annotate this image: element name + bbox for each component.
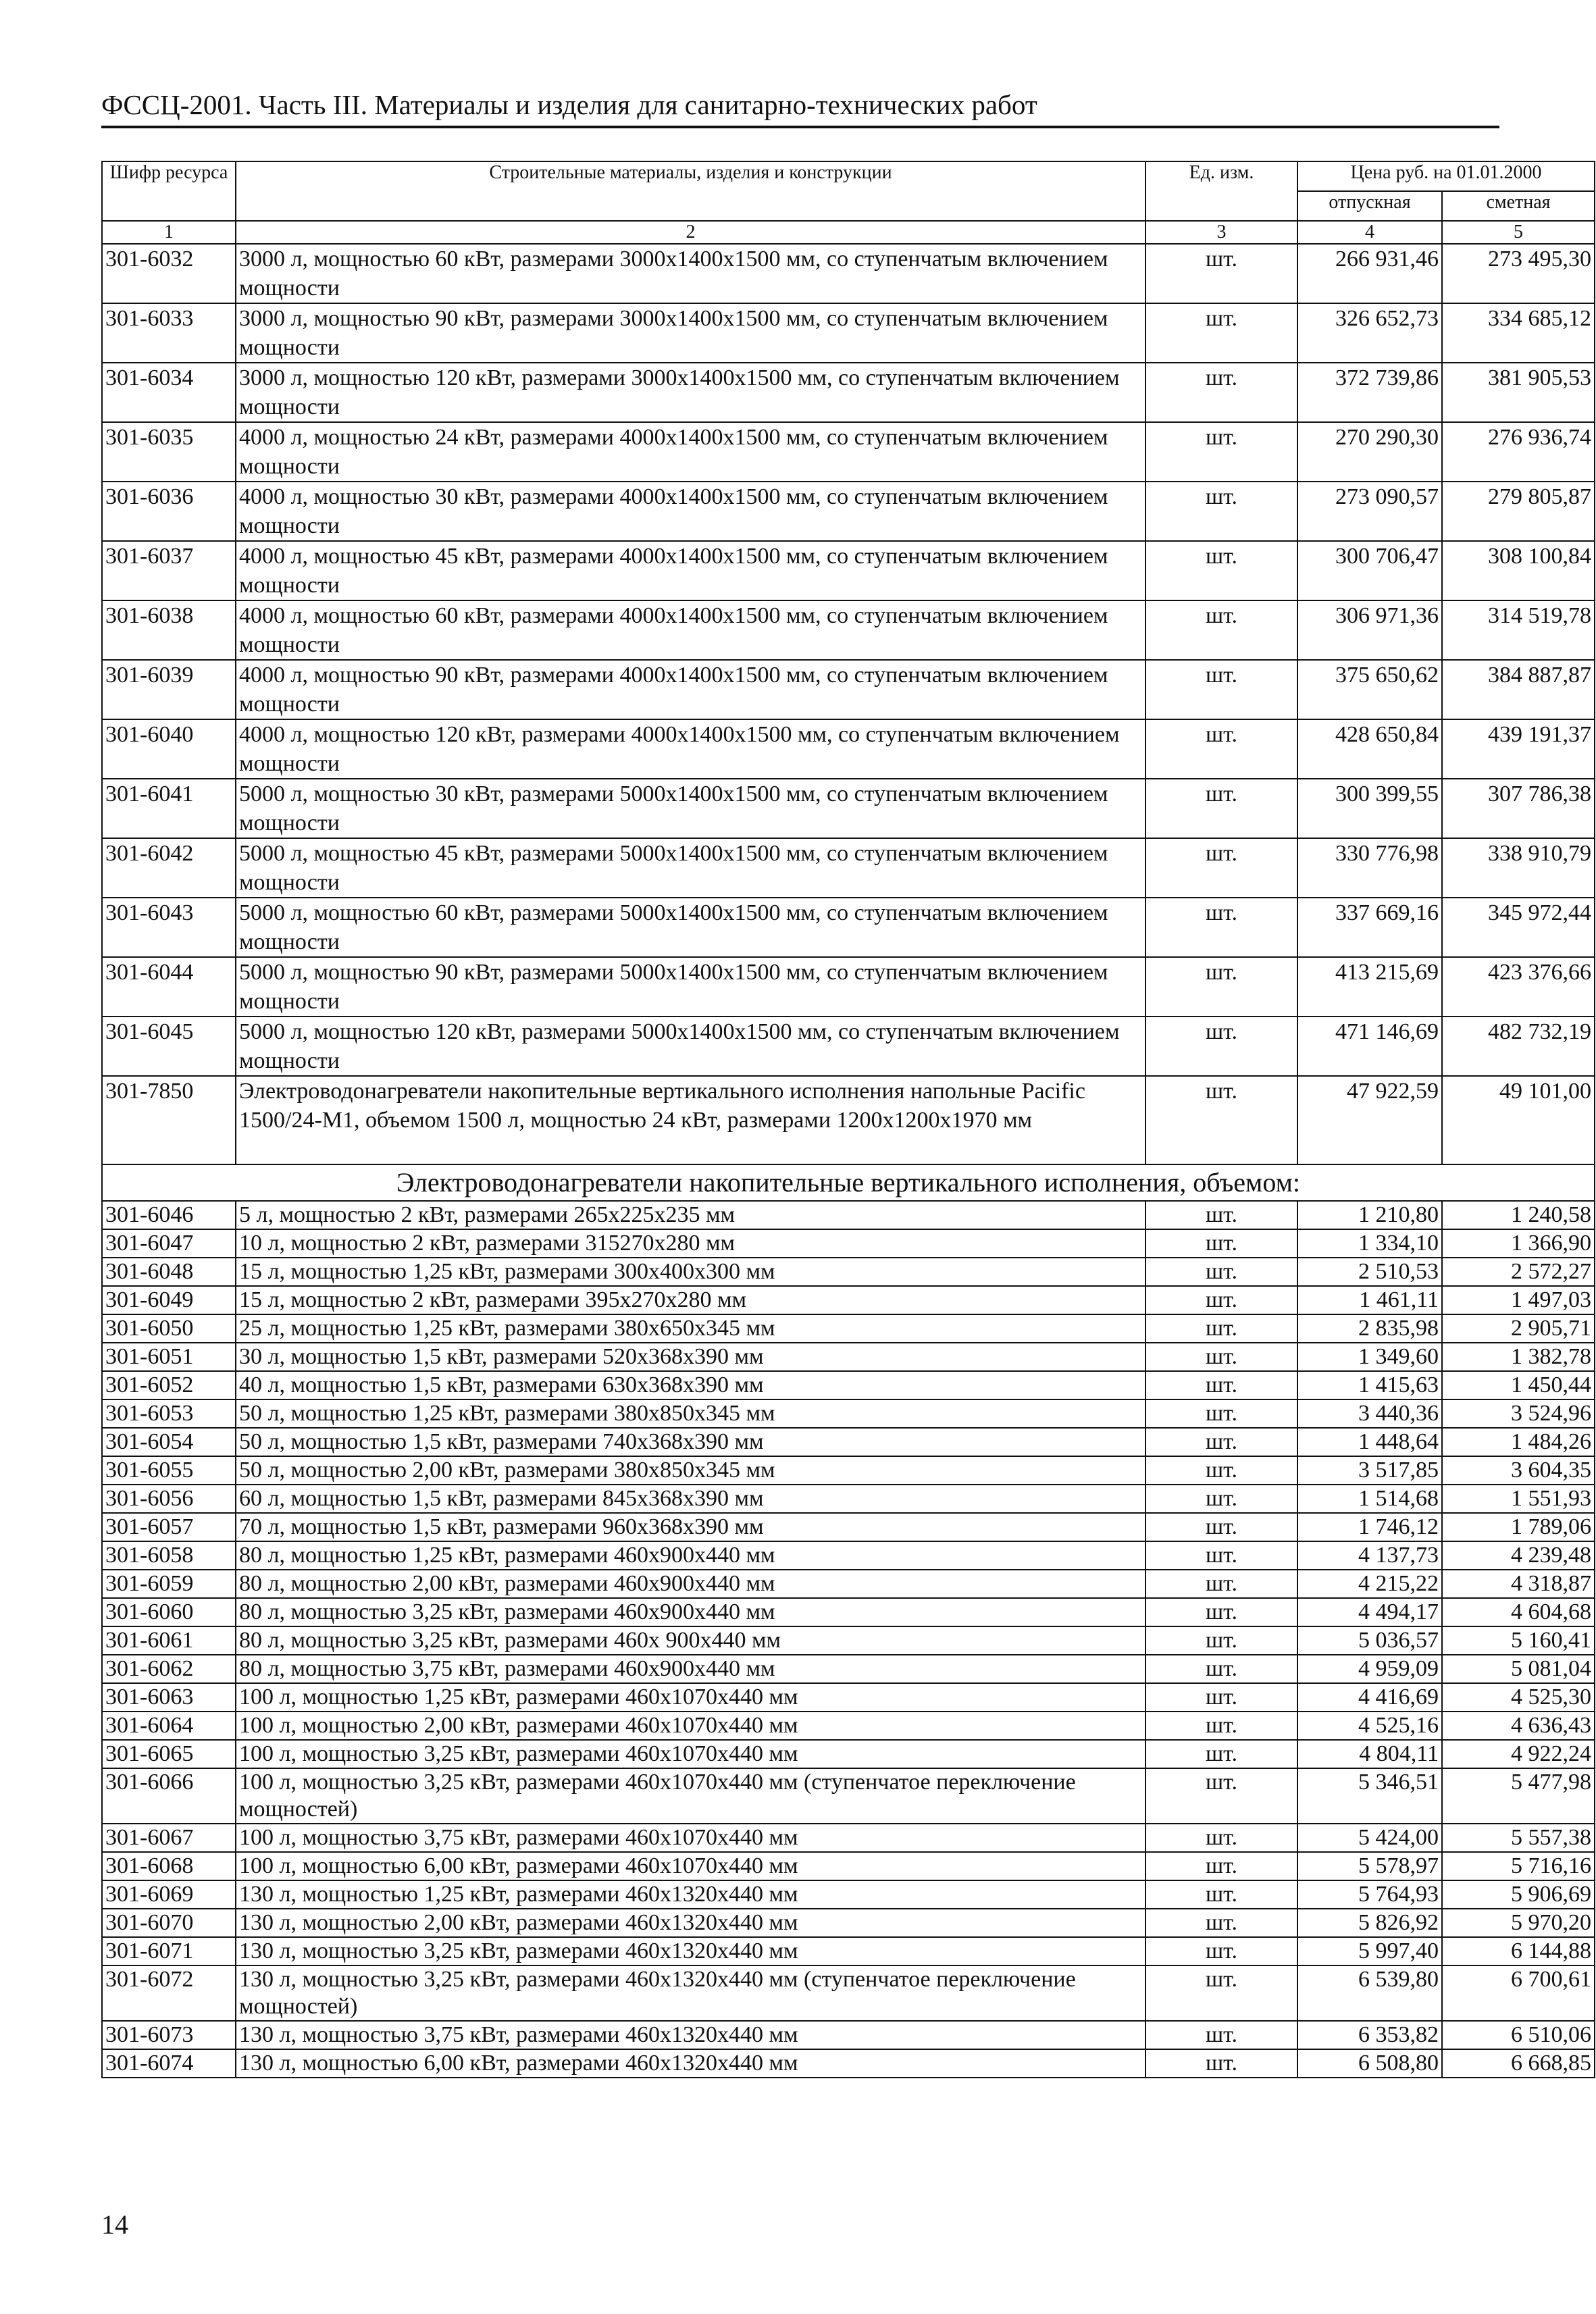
price-estimate: 4 922,24 [1442, 1740, 1595, 1768]
price-estimate: 3 604,35 [1442, 1456, 1595, 1485]
resource-name: 5000 л, мощностью 45 кВт, размерами 5000х1400х1500 мм, со ступенчатым включением мощности [236, 838, 1145, 898]
table-row [102, 1258, 1595, 1286]
resource-name: 80 л, мощностью 3,25 кВт, размерами 460х 900х440 мм [236, 1626, 1145, 1655]
unit: шт. [1145, 1598, 1297, 1626]
price-release: 4 416,69 [1297, 1683, 1442, 1712]
table-row [102, 1314, 1595, 1343]
table-row [102, 1076, 1595, 1164]
table-row [102, 1880, 1595, 1909]
price-estimate: 279 805,87 [1442, 482, 1595, 541]
price-estimate: 5 906,69 [1442, 1880, 1595, 1909]
unit: шт. [1145, 1570, 1297, 1598]
price-release: 306 971,36 [1297, 600, 1442, 660]
price-estimate: 1 366,90 [1442, 1229, 1595, 1258]
resource-code: 301-6074 [102, 2049, 236, 2078]
resource-name: 130 л, мощностью 2,00 кВт, размерами 460х1320х440 мм [236, 1909, 1145, 1937]
table-row [102, 1428, 1595, 1456]
unit: шт. [1145, 422, 1297, 482]
resource-code: 301-6062 [102, 1655, 236, 1683]
price-release: 428 650,84 [1297, 719, 1442, 779]
price-estimate: 49 101,00 [1442, 1076, 1595, 1164]
table-row [102, 1456, 1595, 1485]
resource-code: 301-6044 [102, 957, 236, 1017]
resource-code: 301-6050 [102, 1314, 236, 1343]
price-release: 266 931,46 [1297, 244, 1442, 303]
resource-code: 301-6046 [102, 1201, 236, 1229]
resource-code: 301-6036 [102, 482, 236, 541]
resource-name: 100 л, мощностью 3,25 кВт, размерами 460х1070х440 мм [236, 1740, 1145, 1768]
resource-code: 301-6063 [102, 1683, 236, 1712]
resource-code: 301-6037 [102, 541, 236, 600]
unit: шт. [1145, 1965, 1297, 2021]
unit: шт. [1145, 660, 1297, 719]
header-price-group: Цена руб. на 01.01.2000 [1297, 161, 1595, 191]
resource-code: 301-6054 [102, 1428, 236, 1456]
table-row [102, 1513, 1595, 1541]
resource-name: 50 л, мощностью 1,25 кВт, размерами 380х850х345 мм [236, 1399, 1145, 1428]
resource-name: 80 л, мощностью 3,25 кВт, размерами 460х900х440 мм [236, 1598, 1145, 1626]
table-row [102, 719, 1595, 779]
price-release: 5 424,00 [1297, 1824, 1442, 1852]
price-estimate: 1 240,58 [1442, 1201, 1595, 1229]
price-release: 1 210,80 [1297, 1201, 1442, 1229]
header-unit: Ед. изм. [1145, 161, 1297, 221]
resource-code: 301-6051 [102, 1343, 236, 1371]
table-row [102, 1286, 1595, 1314]
price-release: 330 776,98 [1297, 838, 1442, 898]
price-estimate: 4 636,43 [1442, 1712, 1595, 1740]
resource-name: 3000 л, мощностью 60 кВт, размерами 3000х1400х1500 мм, со ступенчатым включением мощности [236, 244, 1145, 303]
resource-name: 60 л, мощностью 1,5 кВт, размерами 845х368х390 мм [236, 1485, 1145, 1513]
price-estimate: 1 551,93 [1442, 1485, 1595, 1513]
price-estimate: 5 081,04 [1442, 1655, 1595, 1683]
column-number: 2 [236, 221, 1145, 244]
table-row [102, 1541, 1595, 1570]
price-estimate: 6 668,85 [1442, 2049, 1595, 2078]
unit: шт. [1145, 1076, 1297, 1164]
table-row [102, 422, 1595, 482]
unit: шт. [1145, 1286, 1297, 1314]
price-release: 4 959,09 [1297, 1655, 1442, 1683]
resource-name: 5000 л, мощностью 120 кВт, размерами 5000х1400х1500 мм, со ступенчатым включением мощности [236, 1017, 1145, 1076]
price-release: 326 652,73 [1297, 303, 1442, 363]
table-row [102, 1683, 1595, 1712]
price-estimate: 307 786,38 [1442, 779, 1595, 838]
table-row [102, 2021, 1595, 2049]
resource-name: 100 л, мощностью 3,75 кВт, размерами 460х1070х440 мм [236, 1824, 1145, 1852]
price-estimate: 2 905,71 [1442, 1314, 1595, 1343]
resource-code: 301-6034 [102, 363, 236, 422]
resource-name: Электроводонагреватели накопительные вертикального исполнения напольные Pacific 1500/24-M1, объемом 1500 л, мощностью 24 кВт, размерами 1200х1200х1970 мм [236, 1076, 1145, 1164]
unit: шт. [1145, 303, 1297, 363]
table-body-small-heaters [102, 1201, 1595, 1768]
price-release: 375 650,62 [1297, 660, 1442, 719]
resource-code: 301-6060 [102, 1598, 236, 1626]
price-release: 4 494,17 [1297, 1598, 1442, 1626]
price-estimate: 1 484,26 [1442, 1428, 1595, 1456]
resource-name: 4000 л, мощностью 90 кВт, размерами 4000х1400х1500 мм, со ступенчатым включением мощности [236, 660, 1145, 719]
column-number: 4 [1297, 221, 1442, 244]
price-estimate: 345 972,44 [1442, 898, 1595, 957]
price-release: 1 334,10 [1297, 1229, 1442, 1258]
resource-name: 4000 л, мощностью 60 кВт, размерами 4000х1400х1500 мм, со ступенчатым включением мощности [236, 600, 1145, 660]
table-body-6066 [102, 1768, 1595, 1824]
unit: шт. [1145, 779, 1297, 838]
resource-name: 80 л, мощностью 1,25 кВт, размерами 460х900х440 мм [236, 1541, 1145, 1570]
unit: шт. [1145, 1201, 1297, 1229]
resource-code: 301-6067 [102, 1824, 236, 1852]
table-body-large-heaters [102, 244, 1595, 1076]
unit: шт. [1145, 600, 1297, 660]
price-release: 1 514,68 [1297, 1485, 1442, 1513]
table-row [102, 1485, 1595, 1513]
table-row [102, 1229, 1595, 1258]
table-row [102, 482, 1595, 541]
resource-code: 301-6040 [102, 719, 236, 779]
price-release: 47 922,59 [1297, 1076, 1442, 1164]
unit: шт. [1145, 1683, 1297, 1712]
price-estimate: 439 191,37 [1442, 719, 1595, 779]
resource-code: 301-6032 [102, 244, 236, 303]
resource-code: 301-6069 [102, 1880, 236, 1909]
column-number: 3 [1145, 221, 1297, 244]
price-estimate: 308 100,84 [1442, 541, 1595, 600]
price-estimate: 6 700,61 [1442, 1965, 1595, 2021]
resource-code: 301-6052 [102, 1371, 236, 1399]
unit: шт. [1145, 1541, 1297, 1570]
table-row [102, 363, 1595, 422]
table-row [102, 1909, 1595, 1937]
resource-code: 301-6061 [102, 1626, 236, 1655]
price-release: 6 539,80 [1297, 1965, 1442, 2021]
header-name: Строительные материалы, изделия и конструкции [236, 161, 1145, 221]
price-release: 5 997,40 [1297, 1937, 1442, 1965]
resource-name: 130 л, мощностью 3,25 кВт, размерами 460х1320х440 мм (ступенчатое переключение мощностей) [236, 1965, 1145, 2021]
unit: шт. [1145, 363, 1297, 422]
price-release: 270 290,30 [1297, 422, 1442, 482]
unit: шт. [1145, 1626, 1297, 1655]
price-release: 2 835,98 [1297, 1314, 1442, 1343]
price-release: 5 036,57 [1297, 1626, 1442, 1655]
unit: шт. [1145, 541, 1297, 600]
unit: шт. [1145, 1314, 1297, 1343]
price-release: 1 415,63 [1297, 1371, 1442, 1399]
resource-name: 15 л, мощностью 1,25 кВт, размерами 300х400х300 мм [236, 1258, 1145, 1286]
unit: шт. [1145, 838, 1297, 898]
resource-code: 301-6059 [102, 1570, 236, 1598]
resource-name: 5000 л, мощностью 30 кВт, размерами 5000х1400х1500 мм, со ступенчатым включением мощности [236, 779, 1145, 838]
section-row [102, 1164, 1595, 1201]
price-release: 1 448,64 [1297, 1428, 1442, 1456]
resource-name: 70 л, мощностью 1,5 кВт, размерами 960х368х390 мм [236, 1513, 1145, 1541]
price-estimate: 1 497,03 [1442, 1286, 1595, 1314]
table-row [102, 957, 1595, 1017]
resource-code: 301-6056 [102, 1485, 236, 1513]
table-row [102, 1570, 1595, 1598]
resource-code: 301-6057 [102, 1513, 236, 1541]
price-estimate: 334 685,12 [1442, 303, 1595, 363]
resource-code: 301-6035 [102, 422, 236, 482]
price-release: 4 137,73 [1297, 1541, 1442, 1570]
table-row [102, 1824, 1595, 1852]
price-estimate: 314 519,78 [1442, 600, 1595, 660]
resource-name: 3000 л, мощностью 90 кВт, размерами 3000х1400х1500 мм, со ступенчатым включением мощности [236, 303, 1145, 363]
price-release: 300 706,47 [1297, 541, 1442, 600]
resource-code: 301-6033 [102, 303, 236, 363]
resource-name: 5000 л, мощностью 60 кВт, размерами 5000х1400х1500 мм, со ступенчатым включением мощности [236, 898, 1145, 957]
unit: шт. [1145, 1371, 1297, 1399]
price-release: 1 746,12 [1297, 1513, 1442, 1541]
table-row [102, 244, 1595, 303]
unit: шт. [1145, 1017, 1297, 1076]
resource-code: 301-6065 [102, 1740, 236, 1768]
resource-name: 130 л, мощностью 1,25 кВт, размерами 460х1320х440 мм [236, 1880, 1145, 1909]
price-release: 3 440,36 [1297, 1399, 1442, 1428]
unit: шт. [1145, 1852, 1297, 1880]
resource-code: 301-6070 [102, 1909, 236, 1937]
unit: шт. [1145, 244, 1297, 303]
resource-code: 301-6055 [102, 1456, 236, 1485]
price-estimate: 5 557,38 [1442, 1824, 1595, 1852]
resource-code: 301-6073 [102, 2021, 236, 2049]
price-release: 5 764,93 [1297, 1880, 1442, 1909]
table-row [102, 1937, 1595, 1965]
price-estimate: 3 524,96 [1442, 1399, 1595, 1428]
unit: шт. [1145, 1655, 1297, 1683]
table-row [102, 1655, 1595, 1683]
table-row [102, 1201, 1595, 1229]
resource-code: 301-6049 [102, 1286, 236, 1314]
price-estimate: 5 477,98 [1442, 1768, 1595, 1824]
unit: шт. [1145, 719, 1297, 779]
price-table [101, 161, 1595, 2078]
price-release: 413 215,69 [1297, 957, 1442, 1017]
header-price-estimate: сметная [1442, 191, 1595, 221]
resource-code: 301-6072 [102, 1965, 236, 2021]
resource-code: 301-6042 [102, 838, 236, 898]
resource-name: 130 л, мощностью 3,75 кВт, размерами 460х1320х440 мм [236, 2021, 1145, 2049]
price-estimate: 5 970,20 [1442, 1909, 1595, 1937]
resource-code: 301-6047 [102, 1229, 236, 1258]
resource-name: 4000 л, мощностью 30 кВт, размерами 4000х1400х1500 мм, со ступенчатым включением мощности [236, 482, 1145, 541]
price-estimate: 4 239,48 [1442, 1541, 1595, 1570]
unit: шт. [1145, 1343, 1297, 1371]
unit: шт. [1145, 1880, 1297, 1909]
resource-name: 4000 л, мощностью 24 кВт, размерами 4000х1400х1500 мм, со ступенчатым включением мощности [236, 422, 1145, 482]
resource-name: 50 л, мощностью 2,00 кВт, размерами 380х850х345 мм [236, 1456, 1145, 1485]
table-row [102, 1598, 1595, 1626]
table-row [102, 1017, 1595, 1076]
table-row [102, 1712, 1595, 1740]
price-estimate: 338 910,79 [1442, 838, 1595, 898]
header-price-release: отпускная [1297, 191, 1442, 221]
price-release: 372 739,86 [1297, 363, 1442, 422]
resource-name: 25 л, мощностью 1,25 кВт, размерами 380х650х345 мм [236, 1314, 1145, 1343]
resource-name: 130 л, мощностью 3,25 кВт, размерами 460х1320х440 мм [236, 1937, 1145, 1965]
price-release: 4 525,16 [1297, 1712, 1442, 1740]
resource-name: 100 л, мощностью 1,25 кВт, размерами 460х1070х440 мм [236, 1683, 1145, 1712]
unit: шт. [1145, 1229, 1297, 1258]
price-release: 6 508,80 [1297, 2049, 1442, 2078]
price-estimate: 6 144,88 [1442, 1937, 1595, 1965]
price-release: 4 804,11 [1297, 1740, 1442, 1768]
unit: шт. [1145, 1513, 1297, 1541]
unit: шт. [1145, 2049, 1297, 2078]
price-estimate: 5 716,16 [1442, 1852, 1595, 1880]
resource-name: 130 л, мощностью 6,00 кВт, размерами 460х1320х440 мм [236, 2049, 1145, 2078]
resource-code: 301-6071 [102, 1937, 236, 1965]
price-release: 300 399,55 [1297, 779, 1442, 838]
resource-code: 301-6048 [102, 1258, 236, 1286]
price-release: 1 461,11 [1297, 1286, 1442, 1314]
price-estimate: 423 376,66 [1442, 957, 1595, 1017]
resource-code: 301-6064 [102, 1712, 236, 1740]
resource-code: 301-6066 [102, 1768, 236, 1824]
table-row [102, 1740, 1595, 1768]
unit: шт. [1145, 1824, 1297, 1852]
resource-name: 4000 л, мощностью 45 кВт, размерами 4000х1400х1500 мм, со ступенчатым включением мощности [236, 541, 1145, 600]
table-row [102, 660, 1595, 719]
unit: шт. [1145, 898, 1297, 957]
resource-code: 301-7850 [102, 1076, 236, 1164]
resource-name: 50 л, мощностью 1,5 кВт, размерами 740х368х390 мм [236, 1428, 1145, 1456]
unit: шт. [1145, 1428, 1297, 1456]
unit: шт. [1145, 482, 1297, 541]
price-estimate: 381 905,53 [1442, 363, 1595, 422]
price-estimate: 273 495,30 [1442, 244, 1595, 303]
table-row [102, 779, 1595, 838]
price-release: 273 090,57 [1297, 482, 1442, 541]
table-body-heaters-d [102, 2021, 1595, 2078]
table-row [102, 600, 1595, 660]
table-row [102, 2049, 1595, 2078]
table-row [102, 1626, 1595, 1655]
table-row [102, 1852, 1595, 1880]
table-body-heaters-c [102, 1824, 1595, 1965]
table-row [102, 303, 1595, 363]
price-release: 337 669,16 [1297, 898, 1442, 957]
resource-name: 100 л, мощностью 3,25 кВт, размерами 460х1070х440 мм (ступенчатое переключение мощностей) [236, 1768, 1145, 1824]
resource-name: 100 л, мощностью 6,00 кВт, размерами 460х1070х440 мм [236, 1852, 1145, 1880]
price-release: 4 215,22 [1297, 1570, 1442, 1598]
resource-code: 301-6043 [102, 898, 236, 957]
price-estimate: 1 450,44 [1442, 1371, 1595, 1399]
resource-code: 301-6053 [102, 1399, 236, 1428]
table-row [102, 838, 1595, 898]
table-body-6072 [102, 1965, 1595, 2021]
unit: шт. [1145, 1485, 1297, 1513]
price-estimate: 384 887,87 [1442, 660, 1595, 719]
unit: шт. [1145, 1937, 1297, 1965]
resource-code: 301-6039 [102, 660, 236, 719]
price-estimate: 1 789,06 [1442, 1513, 1595, 1541]
resource-name: 40 л, мощностью 1,5 кВт, размерами 630х368х390 мм [236, 1371, 1145, 1399]
price-estimate: 482 732,19 [1442, 1017, 1595, 1076]
resource-name: 10 л, мощностью 2 кВт, размерами 315270х280 мм [236, 1229, 1145, 1258]
price-estimate: 6 510,06 [1442, 2021, 1595, 2049]
price-release: 5 346,51 [1297, 1768, 1442, 1824]
page-number: 14 [101, 2209, 128, 2240]
section-title: Электроводонагреватели накопительные вертикального исполнения, объемом: [102, 1164, 1595, 1201]
table-row [102, 541, 1595, 600]
unit: шт. [1145, 1456, 1297, 1485]
price-estimate: 4 525,30 [1442, 1683, 1595, 1712]
price-estimate: 276 936,74 [1442, 422, 1595, 482]
header-code: Шифр ресурса [102, 161, 236, 221]
table-row [102, 1399, 1595, 1428]
unit: шт. [1145, 1399, 1297, 1428]
price-estimate: 4 604,68 [1442, 1598, 1595, 1626]
resource-code: 301-6038 [102, 600, 236, 660]
resource-name: 3000 л, мощностью 120 кВт, размерами 3000х1400х1500 мм, со ступенчатым включением мощности [236, 363, 1145, 422]
unit: шт. [1145, 1712, 1297, 1740]
resource-name: 5000 л, мощностью 90 кВт, размерами 5000х1400х1500 мм, со ступенчатым включением мощности [236, 957, 1145, 1017]
table-row [102, 898, 1595, 957]
price-estimate: 4 318,87 [1442, 1570, 1595, 1598]
table-body-pacific [102, 1076, 1595, 1201]
unit: шт. [1145, 957, 1297, 1017]
resource-name: 15 л, мощностью 2 кВт, размерами 395х270х280 мм [236, 1286, 1145, 1314]
resource-code: 301-6045 [102, 1017, 236, 1076]
column-number: 1 [102, 221, 236, 244]
price-estimate: 2 572,27 [1442, 1258, 1595, 1286]
price-release: 5 826,92 [1297, 1909, 1442, 1937]
resource-name: 80 л, мощностью 2,00 кВт, размерами 460х900х440 мм [236, 1570, 1145, 1598]
resource-name: 4000 л, мощностью 120 кВт, размерами 4000х1400х1500 мм, со ступенчатым включением мощности [236, 719, 1145, 779]
unit: шт. [1145, 1258, 1297, 1286]
price-release: 471 146,69 [1297, 1017, 1442, 1076]
table-row [102, 1343, 1595, 1371]
column-numbers-row [102, 221, 1595, 244]
resource-name: 30 л, мощностью 1,5 кВт, размерами 520х368х390 мм [236, 1343, 1145, 1371]
price-release: 1 349,60 [1297, 1343, 1442, 1371]
price-estimate: 1 382,78 [1442, 1343, 1595, 1371]
page-header: ФССЦ-2001. Часть III. Материалы и изделия для санитарно-технических работ [101, 88, 1499, 128]
resource-code: 301-6041 [102, 779, 236, 838]
resource-code: 301-6058 [102, 1541, 236, 1570]
price-release: 3 517,85 [1297, 1456, 1442, 1485]
price-release: 5 578,97 [1297, 1852, 1442, 1880]
unit: шт. [1145, 1740, 1297, 1768]
column-number: 5 [1442, 221, 1595, 244]
price-estimate: 5 160,41 [1442, 1626, 1595, 1655]
table-row [102, 1371, 1595, 1399]
price-release: 2 510,53 [1297, 1258, 1442, 1286]
unit: шт. [1145, 1909, 1297, 1937]
resource-code: 301-6068 [102, 1852, 236, 1880]
table-row [102, 1965, 1595, 2021]
resource-name: 100 л, мощностью 2,00 кВт, размерами 460х1070х440 мм [236, 1712, 1145, 1740]
table-row [102, 1768, 1595, 1824]
resource-name: 5 л, мощностью 2 кВт, размерами 265х225х235 мм [236, 1201, 1145, 1229]
price-release: 6 353,82 [1297, 2021, 1442, 2049]
unit: шт. [1145, 1768, 1297, 1824]
unit: шт. [1145, 2021, 1297, 2049]
resource-name: 80 л, мощностью 3,75 кВт, размерами 460х900х440 мм [236, 1655, 1145, 1683]
